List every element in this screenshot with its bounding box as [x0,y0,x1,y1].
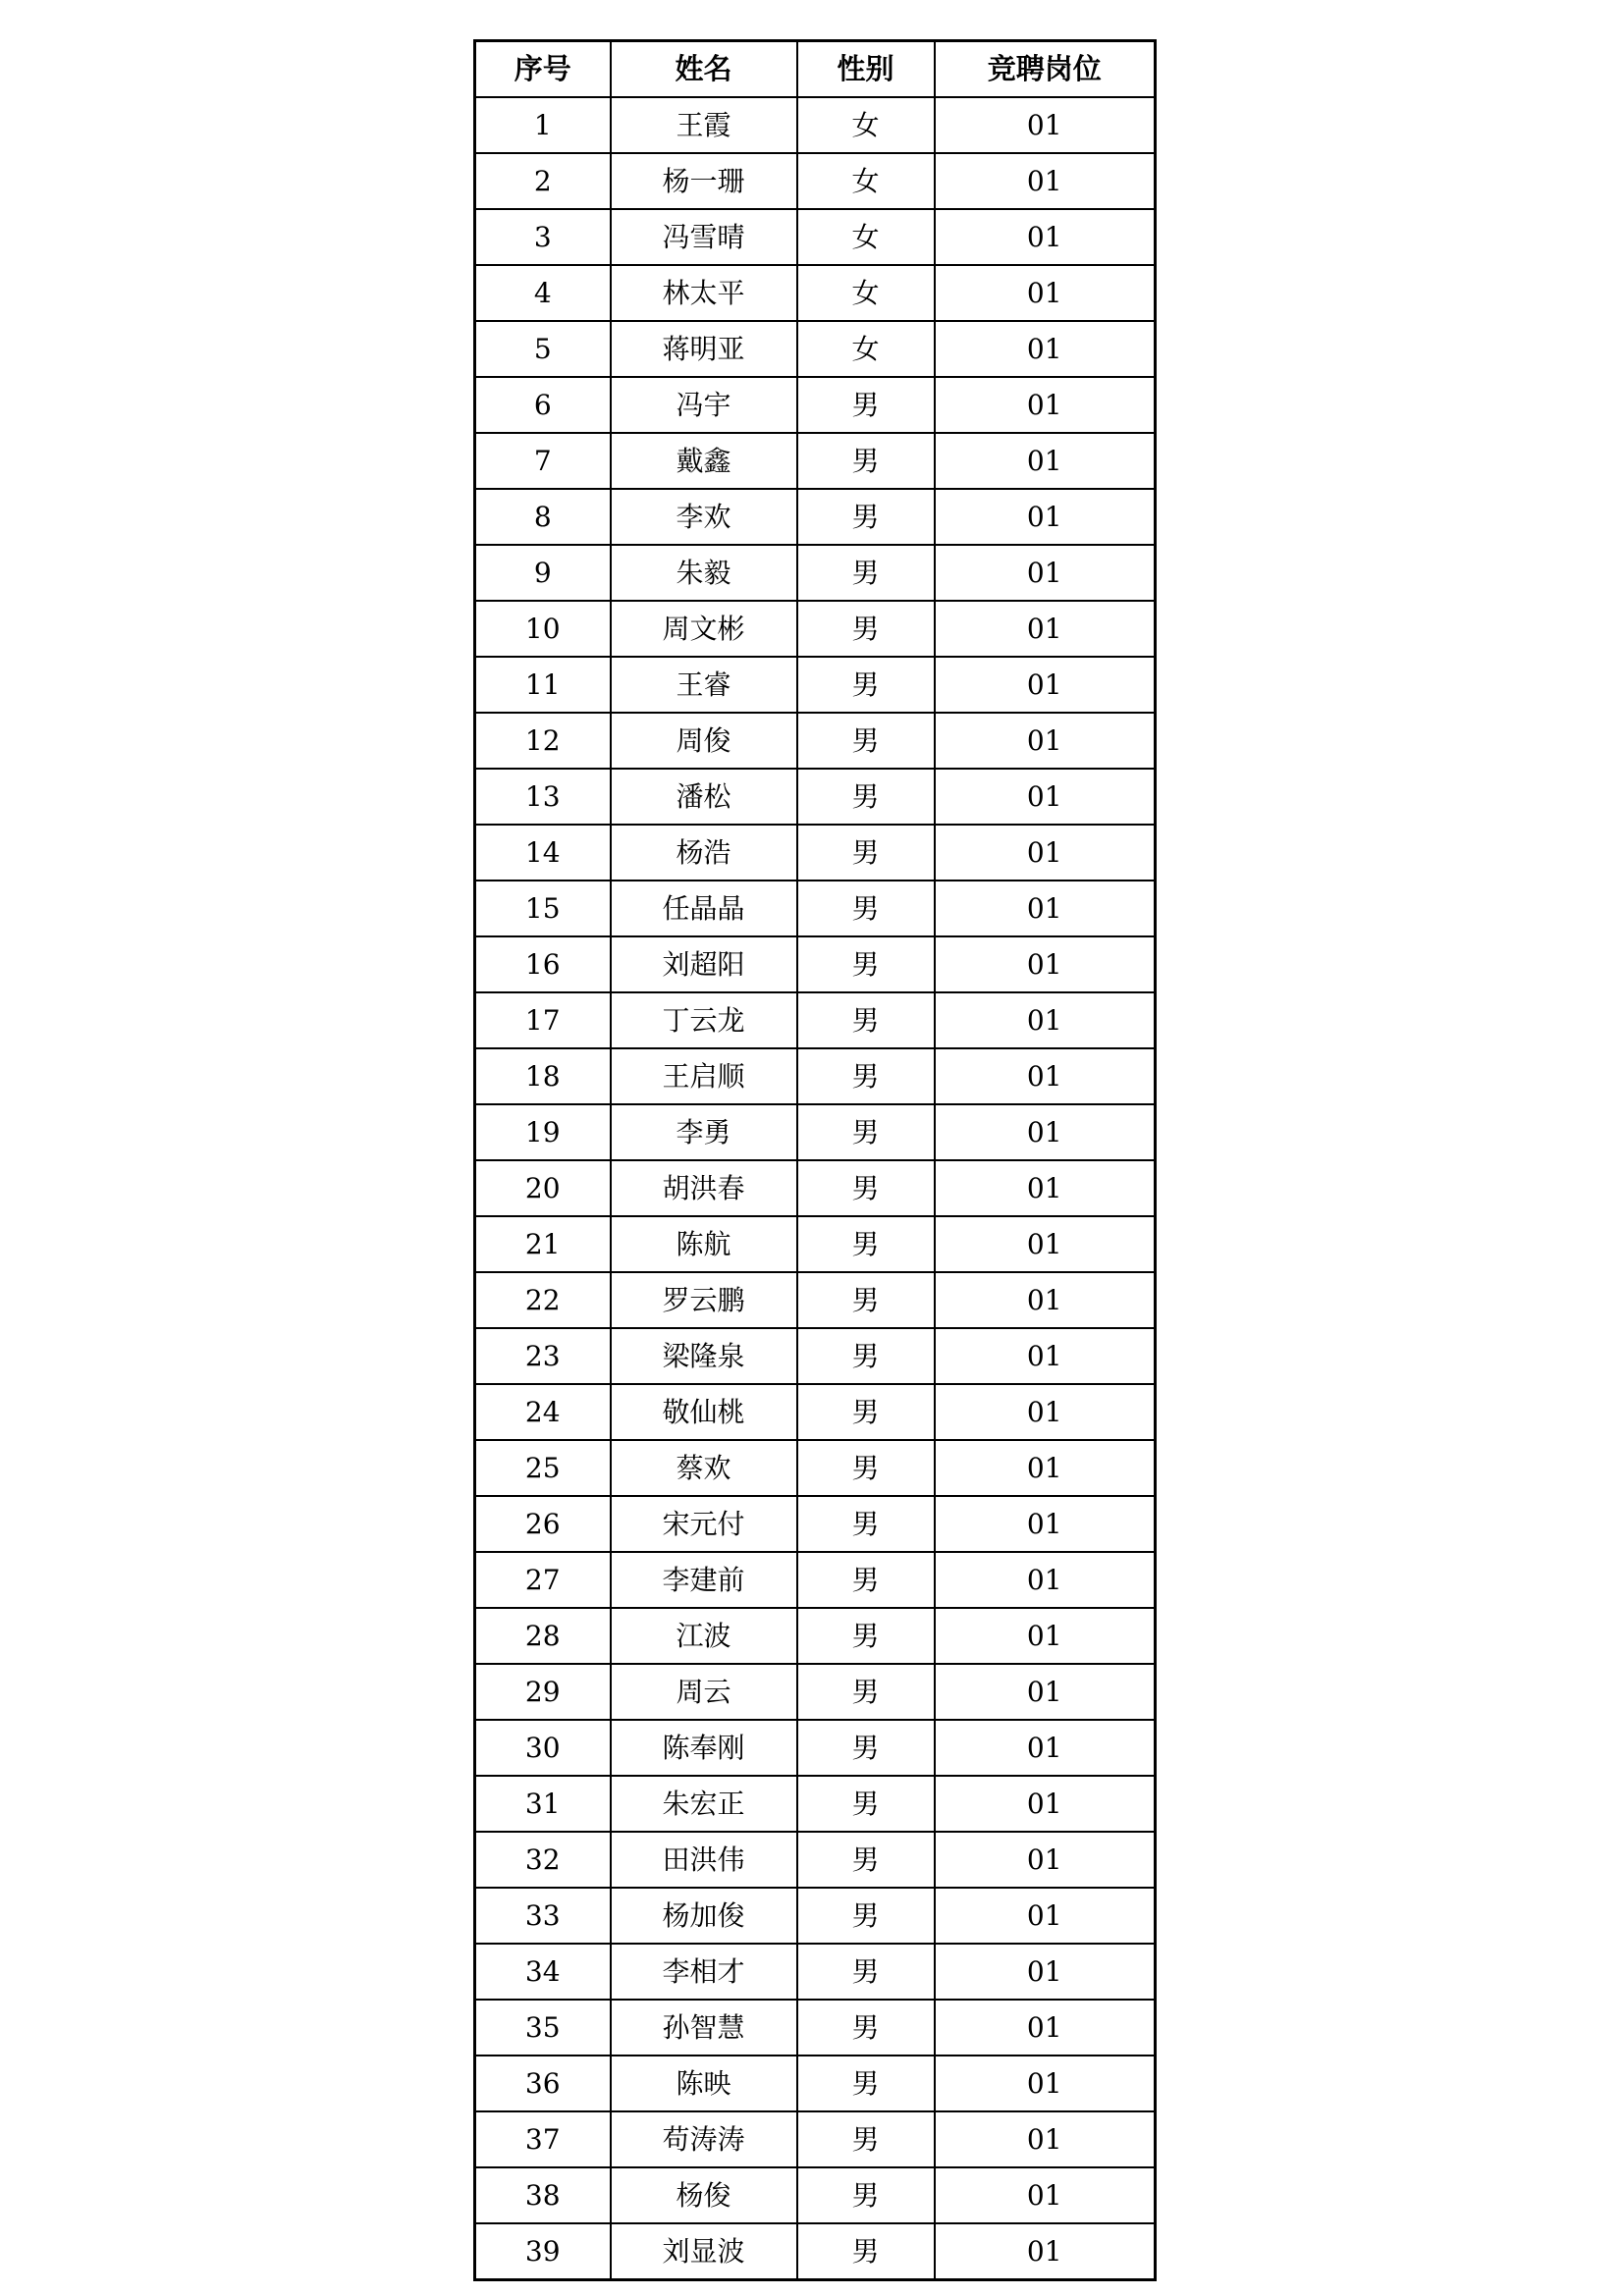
cell-position: 01 [935,1328,1156,1384]
cell-gender: 男 [797,769,935,825]
cell-position: 01 [935,936,1156,992]
cell-name: 王启顺 [611,1048,797,1104]
cell-gender: 男 [797,1328,935,1384]
cell-number: 1 [475,97,611,153]
cell-number: 15 [475,881,611,936]
cell-position: 01 [935,769,1156,825]
cell-gender: 女 [797,265,935,321]
cell-position: 01 [935,1048,1156,1104]
cell-number: 12 [475,713,611,769]
cell-name: 王霞 [611,97,797,153]
cell-gender: 男 [797,1160,935,1216]
cell-number: 36 [475,2056,611,2111]
cell-number: 9 [475,545,611,601]
cell-number: 28 [475,1608,611,1664]
cell-name: 刘超阳 [611,936,797,992]
cell-number: 11 [475,657,611,713]
cell-name: 杨加俊 [611,1888,797,1944]
table-row [475,1720,1156,1776]
cell-position: 01 [935,713,1156,769]
cell-gender: 女 [797,209,935,265]
table-row [475,545,1156,601]
cell-name: 梁隆泉 [611,1328,797,1384]
cell-name: 周文彬 [611,601,797,657]
cell-number: 19 [475,1104,611,1160]
cell-number: 18 [475,1048,611,1104]
cell-name: 陈奉刚 [611,1720,797,1776]
table-row [475,1104,1156,1160]
candidate-roster-table [473,39,1157,2281]
cell-position: 01 [935,545,1156,601]
cell-name: 林太平 [611,265,797,321]
cell-name: 田洪伟 [611,1832,797,1888]
cell-number: 26 [475,1496,611,1552]
cell-gender: 男 [797,657,935,713]
cell-number: 4 [475,265,611,321]
cell-position: 01 [935,992,1156,1048]
cell-name: 李勇 [611,1104,797,1160]
header-row [475,41,1156,98]
cell-position: 01 [935,1272,1156,1328]
cell-name: 丁云龙 [611,992,797,1048]
cell-gender: 女 [797,321,935,377]
cell-gender: 男 [797,545,935,601]
cell-position: 01 [935,1720,1156,1776]
col-header-name: 姓名 [611,41,797,98]
cell-position: 01 [935,1104,1156,1160]
cell-position: 01 [935,881,1156,936]
cell-name: 周云 [611,1664,797,1720]
table-row [475,1440,1156,1496]
cell-name: 朱毅 [611,545,797,601]
cell-gender: 男 [797,2223,935,2280]
cell-gender: 男 [797,1832,935,1888]
cell-number: 25 [475,1440,611,1496]
cell-position: 01 [935,1552,1156,1608]
table-row [475,1160,1156,1216]
cell-name: 陈映 [611,2056,797,2111]
table-row [475,97,1156,153]
cell-number: 21 [475,1216,611,1272]
cell-name: 冯雪晴 [611,209,797,265]
cell-position: 01 [935,1608,1156,1664]
cell-name: 宋元付 [611,1496,797,1552]
cell-name: 刘显波 [611,2223,797,2280]
cell-position: 01 [935,209,1156,265]
table-row [475,321,1156,377]
table-row [475,1048,1156,1104]
table-header [475,41,1156,98]
cell-name: 江波 [611,1608,797,1664]
cell-number: 20 [475,1160,611,1216]
cell-number: 13 [475,769,611,825]
table-row [475,881,1156,936]
cell-number: 27 [475,1552,611,1608]
cell-position: 01 [935,1496,1156,1552]
cell-gender: 男 [797,1104,935,1160]
cell-name: 孙智慧 [611,2000,797,2056]
cell-name: 蔡欢 [611,1440,797,1496]
cell-position: 01 [935,1776,1156,1832]
cell-gender: 男 [797,601,935,657]
cell-position: 01 [935,1216,1156,1272]
cell-number: 5 [475,321,611,377]
cell-number: 31 [475,1776,611,1832]
cell-gender: 男 [797,2111,935,2167]
cell-number: 37 [475,2111,611,2167]
table-row [475,1776,1156,1832]
cell-position: 01 [935,2223,1156,2280]
cell-gender: 男 [797,1384,935,1440]
cell-name: 杨浩 [611,825,797,881]
cell-number: 35 [475,2000,611,2056]
cell-position: 01 [935,1384,1156,1440]
table-row [475,1384,1156,1440]
cell-position: 01 [935,433,1156,489]
cell-position: 01 [935,1664,1156,1720]
cell-number: 8 [475,489,611,545]
cell-name: 任晶晶 [611,881,797,936]
cell-gender: 男 [797,2000,935,2056]
cell-name: 王睿 [611,657,797,713]
cell-number: 2 [475,153,611,209]
col-header-gender: 性别 [797,41,935,98]
cell-position: 01 [935,2056,1156,2111]
cell-position: 01 [935,1440,1156,1496]
cell-position: 01 [935,601,1156,657]
cell-name: 潘松 [611,769,797,825]
cell-gender: 男 [797,2056,935,2111]
cell-name: 敬仙桃 [611,1384,797,1440]
cell-number: 14 [475,825,611,881]
table-row [475,1552,1156,1608]
cell-position: 01 [935,2111,1156,2167]
cell-position: 01 [935,825,1156,881]
cell-gender: 男 [797,1608,935,1664]
table-row [475,1664,1156,1720]
table-row [475,153,1156,209]
table-body [475,97,1156,2280]
cell-name: 李欢 [611,489,797,545]
cell-position: 01 [935,265,1156,321]
col-header-position: 竞聘岗位 [935,41,1156,98]
cell-name: 李相才 [611,1944,797,2000]
cell-name: 杨俊 [611,2167,797,2223]
cell-position: 01 [935,97,1156,153]
cell-gender: 男 [797,433,935,489]
cell-number: 34 [475,1944,611,2000]
cell-position: 01 [935,1160,1156,1216]
cell-gender: 男 [797,1496,935,1552]
table-row [475,657,1156,713]
table-row [475,2000,1156,2056]
cell-number: 17 [475,992,611,1048]
cell-position: 01 [935,1832,1156,1888]
cell-name: 杨一珊 [611,153,797,209]
cell-gender: 男 [797,1440,935,1496]
cell-position: 01 [935,1944,1156,2000]
table-row [475,489,1156,545]
table-row [475,1888,1156,1944]
table-row [475,377,1156,433]
table-row [475,1328,1156,1384]
cell-gender: 男 [797,936,935,992]
cell-gender: 男 [797,825,935,881]
cell-position: 01 [935,321,1156,377]
cell-gender: 男 [797,1552,935,1608]
table-row [475,265,1156,321]
cell-number: 24 [475,1384,611,1440]
cell-gender: 男 [797,2167,935,2223]
table-row [475,992,1156,1048]
table-row [475,2223,1156,2280]
cell-name: 朱宏正 [611,1776,797,1832]
cell-gender: 男 [797,489,935,545]
cell-position: 01 [935,489,1156,545]
cell-number: 23 [475,1328,611,1384]
cell-number: 3 [475,209,611,265]
cell-name: 胡洪春 [611,1160,797,1216]
cell-gender: 男 [797,377,935,433]
table-row [475,1216,1156,1272]
table-row [475,2167,1156,2223]
cell-gender: 男 [797,1776,935,1832]
table-row [475,209,1156,265]
cell-name: 罗云鹏 [611,1272,797,1328]
table-row [475,433,1156,489]
cell-gender: 男 [797,1272,935,1328]
table-row [475,936,1156,992]
cell-name: 周俊 [611,713,797,769]
cell-gender: 男 [797,1888,935,1944]
table-row [475,1272,1156,1328]
table-row [475,2111,1156,2167]
cell-number: 38 [475,2167,611,2223]
cell-position: 01 [935,2167,1156,2223]
cell-number: 6 [475,377,611,433]
cell-gender: 男 [797,881,935,936]
table-row [475,1496,1156,1552]
cell-number: 39 [475,2223,611,2280]
table-row [475,1608,1156,1664]
cell-position: 01 [935,377,1156,433]
col-header-number: 序号 [475,41,611,98]
cell-number: 29 [475,1664,611,1720]
table-row [475,2056,1156,2111]
cell-name: 苟涛涛 [611,2111,797,2167]
cell-gender: 男 [797,1664,935,1720]
table-row [475,601,1156,657]
cell-position: 01 [935,153,1156,209]
cell-name: 陈航 [611,1216,797,1272]
cell-position: 01 [935,657,1156,713]
cell-gender: 男 [797,1216,935,1272]
cell-number: 33 [475,1888,611,1944]
cell-number: 10 [475,601,611,657]
cell-number: 22 [475,1272,611,1328]
cell-gender: 男 [797,1720,935,1776]
cell-name: 蒋明亚 [611,321,797,377]
cell-gender: 男 [797,1048,935,1104]
table-row [475,825,1156,881]
cell-gender: 男 [797,992,935,1048]
table-row [475,713,1156,769]
cell-number: 7 [475,433,611,489]
cell-position: 01 [935,1888,1156,1944]
cell-gender: 女 [797,97,935,153]
table-row [475,1832,1156,1888]
cell-gender: 男 [797,1944,935,2000]
cell-name: 冯宇 [611,377,797,433]
cell-number: 16 [475,936,611,992]
cell-name: 李建前 [611,1552,797,1608]
table-row [475,769,1156,825]
cell-position: 01 [935,2000,1156,2056]
cell-name: 戴鑫 [611,433,797,489]
cell-gender: 男 [797,713,935,769]
cell-number: 32 [475,1832,611,1888]
cell-gender: 女 [797,153,935,209]
table-row [475,1944,1156,2000]
cell-number: 30 [475,1720,611,1776]
